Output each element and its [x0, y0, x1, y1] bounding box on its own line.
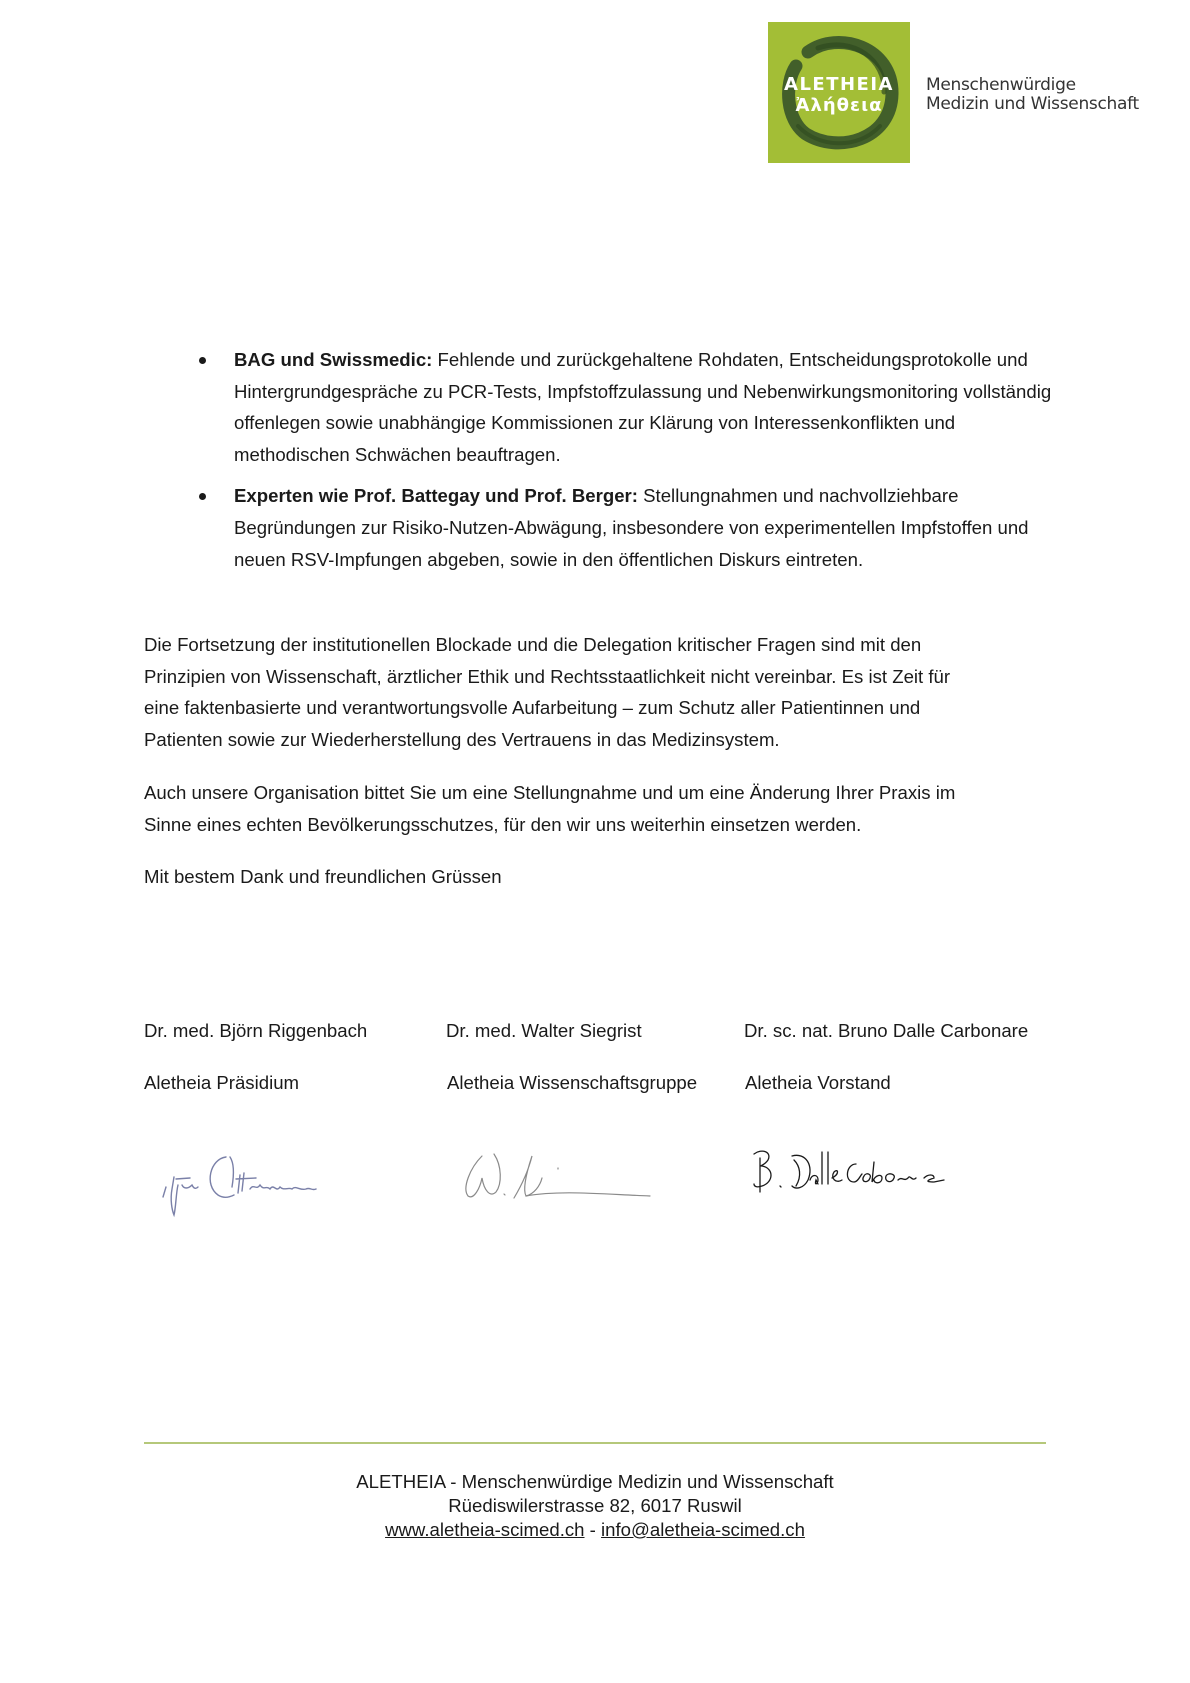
- text-line: Die Fortsetzung der institutionellen Blockade und die Delegation kritischer Fragen sind mit den: [144, 634, 922, 655]
- footer-address: Rüediswilerstrasse 82, 6017 Ruswil: [448, 1495, 742, 1516]
- aletheia-logo: [768, 22, 910, 163]
- list-item: [234, 480, 1064, 575]
- list-item-text: Stellungnahmen und nachvollziehbare Begründungen zur Risiko-Nutzen-Abwägung, insbesondere von experimentellen Impfstoffen und neuen RSV-Impfungen abgeben, sowie in den öffentlichen Diskurs eintreten.: [234, 485, 1029, 570]
- signature-riggenbach: [160, 1145, 340, 1220]
- list-item-heading: Experten wie Prof. Battegay und Prof. Berger:: [234, 485, 638, 507]
- footer-contact: [0, 1518, 1190, 1542]
- signature-dalle-carbonare: [748, 1146, 953, 1201]
- demands-list: [234, 344, 1064, 585]
- signatory-name: Dr. med. Walter Siegrist: [446, 1020, 642, 1041]
- logo-greek-text: Ἀλήθεια: [795, 95, 883, 116]
- signatory-name: Dr. med. Björn Riggenbach: [144, 1020, 368, 1041]
- signatory-name: Dr. sc. nat. Bruno Dalle Carbonare: [744, 1020, 1029, 1041]
- text-line: Mit bestem Dank und freundlichen Grüssen: [144, 866, 502, 887]
- text-line: Sinne eines echten Bevölkerungsschutzes, für den wir uns weiterhin einsetzen werden.: [144, 813, 862, 835]
- list-item: [234, 344, 1064, 470]
- signature-siegrist: [460, 1148, 655, 1206]
- bullet-icon: [199, 357, 206, 364]
- text-line: Patienten sowie zur Wiederherstellung des Vertrauens in das Medizinsystem.: [144, 728, 780, 750]
- closing-greeting: [144, 861, 1054, 893]
- contact-separator: -: [584, 1519, 602, 1540]
- email-link[interactable]: info@aletheia-scimed.ch: [601, 1519, 805, 1540]
- paragraph-request: [144, 777, 1054, 840]
- signatory-role: Aletheia Vorstand: [745, 1072, 891, 1093]
- signatory-role: Aletheia Wissenschaftsgruppe: [447, 1072, 698, 1093]
- paragraph-conclusion: [144, 629, 1054, 755]
- tagline-line: Medizin und Wissenschaft: [926, 94, 1139, 114]
- bullet-icon: [199, 493, 206, 500]
- tagline-line: Menschenwürdige: [926, 75, 1076, 95]
- list-item-heading: BAG und Swissmedic:: [234, 349, 433, 370]
- text-line: Auch unsere Organisation bittet Sie um eine Stellungnahme und um eine Änderung Ihrer Praxis im: [144, 782, 956, 803]
- list-item-text: Fehlende und zurückgehaltene Rohdaten, Entscheidungsprotokolle und Hintergrundgespräche zu PCR-Tests, Impfstoffzulassung und Nebenwirkungsmonitoring vollständig offenlegen sowie unabhängige Kommissionen zur Klärung von Interessenkonflikten und methodischen Schwächen beauftragen.: [234, 349, 1052, 465]
- footer: [0, 1470, 1190, 1542]
- website-link[interactable]: www.aletheia-scimed.ch: [385, 1519, 585, 1540]
- footer-org: ALETHEIA - Menschenwürdige Medizin und Wissenschaft: [356, 1471, 834, 1492]
- text-line: eine faktenbasierte und verantwortungsvolle Aufarbeitung – zum Schutz aller Patientinnen und: [144, 697, 921, 719]
- footer-divider: [144, 1442, 1046, 1444]
- header-tagline: [926, 76, 1139, 114]
- text-line: Prinzipien von Wissenschaft, ärztlicher Ethik und Rechtsstaatlichkeit nicht vereinbar. Es ist Zeit für: [144, 665, 951, 687]
- logo-latin-text: ALETHEIA: [784, 74, 894, 95]
- signatory-role: Aletheia Präsidium: [144, 1072, 300, 1093]
